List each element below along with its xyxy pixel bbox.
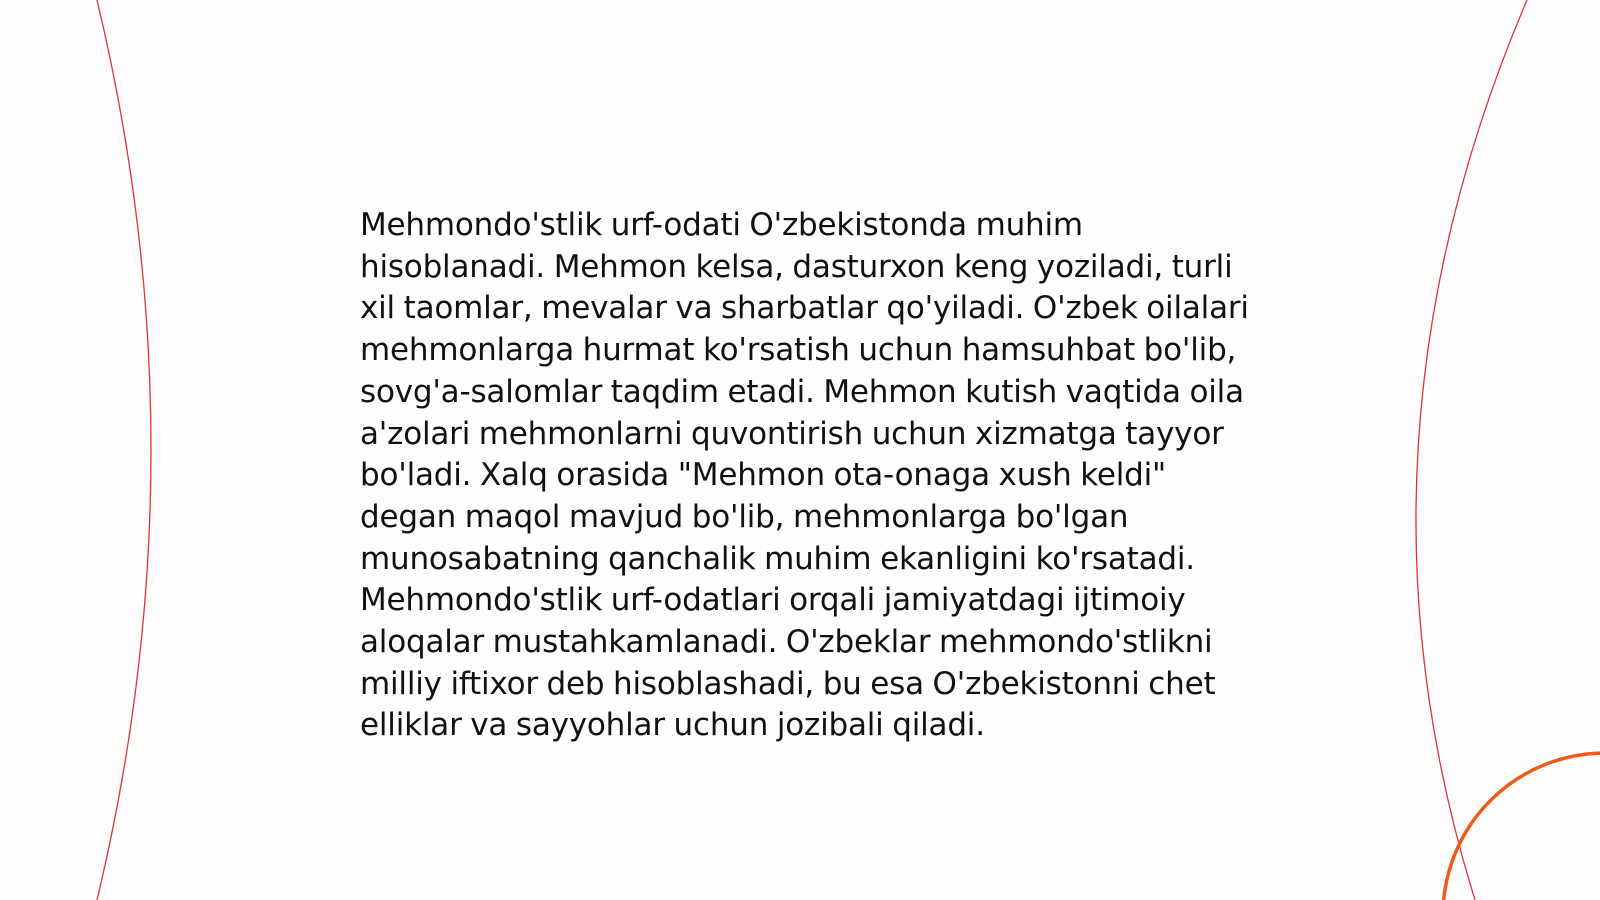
right-arc [1416, 0, 1527, 900]
left-arc [97, 0, 151, 900]
accent-arc [1443, 753, 1600, 900]
body-paragraph: Mehmondo'stlik urf-odati O'zbekistonda muhim hisoblanadi. Mehmon kelsa, dasturxon keng yoziladi, turli xil taomlar, mevalar va sharbatlar qo'yiladi. O'zbek oilalari mehmonlarga hurmat ko'rsatish uchun hamsuhbat bo'lib, sovg'a-salomlar taqdim etadi. Mehmon kutish vaqtida oila a'zolari mehmonlarni quvontirish uchun xizmatga tayyor bo'ladi. Xalq orasida "Mehmon ota-onaga xush keldi" degan maqol mavjud bo'lib, mehmonlarga bo'lgan munosabatning qanchalik muhim ekanligini ko'rsatadi. Mehmondo'stlik urf-odatlari orqali jamiyatdagi ijtimoiy aloqalar mustahkamlanadi. O'zbeklar mehmondo'stlikni milliy iftixor deb hisoblashadi, bu esa O'zbekistonni chet elliklar va sayyohlar uchun jozibali qiladi. [360, 207, 1249, 744]
